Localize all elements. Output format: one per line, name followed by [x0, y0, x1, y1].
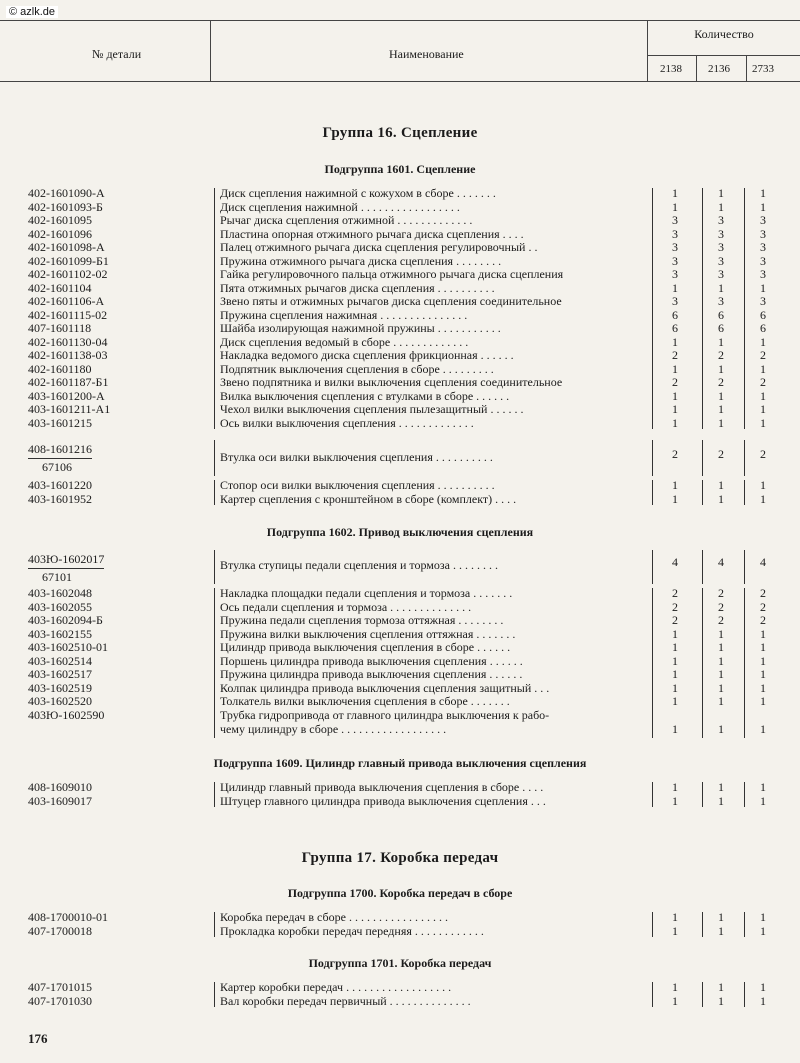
part-number: 403-1609017 — [28, 793, 92, 808]
part-number: 403Ю-1602590 — [28, 707, 105, 722]
qty-2136: 1 — [718, 491, 724, 506]
column-rule — [652, 188, 653, 429]
part-name: Рычаг диска сцепления отжимной . . . . . . . . . . . . . — [220, 213, 473, 227]
part-number: 403-1602055 — [28, 599, 92, 614]
qty-2136: 2 — [718, 375, 724, 389]
column-rule — [214, 480, 215, 505]
column-rule — [652, 480, 653, 505]
part-name: Пружина педали сцепления тормоза оттяжная . . . . . . . . — [220, 613, 504, 627]
column-rule — [652, 588, 653, 738]
qty-2733: 3 — [760, 253, 766, 268]
header-col-2136: 2136 — [708, 63, 730, 75]
part-number: 407-1601118 — [28, 321, 92, 335]
header-name — [211, 21, 648, 81]
qty-2733: 3 — [760, 213, 766, 227]
column-rule — [652, 912, 653, 937]
qty-2138: 2 — [672, 348, 678, 362]
part-name: Картер сцепления с кронштейном в сборе (комплект) . . . . — [220, 491, 517, 506]
qty-2136: 4 — [718, 555, 724, 569]
column-rule — [652, 782, 653, 807]
qty-2733: 6 — [760, 321, 766, 335]
qty-2733: 1 — [760, 721, 766, 736]
qty-2733: 2 — [760, 375, 766, 389]
qty-2136: 1 — [718, 415, 724, 430]
part-name: Трубка гидропривода от главного цилиндра выключения к рабо- — [220, 707, 550, 722]
qty-2733: 1 — [760, 653, 766, 668]
qty-2136: 1 — [718, 199, 724, 214]
part-name: Втулка ступицы педали сцепления и тормоза . . . . . . . . — [220, 558, 498, 572]
qty-2733: 3 — [760, 294, 766, 308]
column-rule — [744, 188, 745, 429]
part-number: 408-1609010 — [28, 780, 92, 794]
qty-2138: 1 — [672, 694, 678, 708]
part-name: Диск сцепления нажимной . . . . . . . . . . . . . . . . . — [220, 199, 460, 214]
qty-2733: 1 — [760, 680, 766, 695]
part-number: 403Ю-1602017 — [28, 552, 104, 569]
part-number: 402-1601098-А — [28, 240, 105, 254]
qty-2733: 1 — [760, 993, 766, 1008]
qty-2733: 6 — [760, 307, 766, 322]
column-rule — [214, 982, 215, 1007]
part-number: 403-1602520 — [28, 694, 92, 708]
qty-2733: 1 — [760, 334, 766, 349]
part-number: 408-1601216 — [28, 442, 92, 459]
qty-2136: 1 — [718, 694, 724, 708]
qty-2733: 1 — [760, 793, 766, 808]
qty-2136: 3 — [718, 253, 724, 268]
header-col-2138: 2138 — [660, 63, 682, 75]
qty-2136: 1 — [718, 667, 724, 681]
page-number: 176 — [28, 1031, 48, 1046]
part-number: 407-1701030 — [28, 993, 92, 1008]
part-number: 402-1601096 — [28, 226, 92, 241]
qty-2138: 1 — [672, 491, 678, 506]
header-divider — [648, 55, 800, 56]
column-rule — [744, 912, 745, 937]
qty-2136: 1 — [718, 721, 724, 736]
part-number: 407-1700018 — [28, 923, 92, 938]
qty-2136: 2 — [718, 447, 724, 461]
qty-2138: 1 — [672, 388, 678, 403]
part-name: Гайка регулировочного пальца отжимного рычага диска сцепления — [220, 267, 564, 281]
part-number: 403-1601220 — [28, 478, 92, 492]
part-number: 403-1601211-А1 — [28, 402, 111, 416]
subgroup-title: Подгруппа 1700. Коробка передач в сборе — [287, 886, 513, 900]
part-name: Коробка передач в сборе . . . . . . . . . . . . . . . . . — [220, 910, 448, 924]
qty-2138: 1 — [672, 626, 678, 641]
qty-2138: 2 — [672, 447, 678, 461]
column-rule — [702, 982, 703, 1007]
qty-2136: 3 — [718, 240, 724, 254]
part-number: 402-1601102-02 — [28, 267, 108, 281]
part-number: 402-1601138-03 — [28, 348, 108, 362]
part-name: Диск сцепления нажимной с кожухом в сборе . . . . . . . — [220, 186, 496, 200]
part-name: Пружина сцепления нажимная . . . . . . . . . . . . . . . — [220, 307, 468, 322]
part-number: 407-1701015 — [28, 980, 92, 994]
qty-2138: 4 — [672, 555, 678, 569]
part-name: Цилиндр главный привода выключения сцепления в сборе . . . . — [220, 780, 544, 794]
qty-2733: 3 — [760, 267, 766, 281]
part-number-denominator: 67106 — [42, 460, 72, 474]
header-part-label: № детали — [92, 47, 142, 61]
qty-2733: 1 — [760, 667, 766, 681]
column-rule — [652, 440, 653, 476]
column-rule — [214, 588, 215, 738]
qty-2136: 1 — [718, 793, 724, 808]
part-name: Накладка ведомого диска сцепления фрикционная . . . . . . — [220, 348, 514, 362]
qty-2136: 1 — [718, 993, 724, 1008]
column-rule — [702, 480, 703, 505]
qty-2136: 2 — [718, 586, 724, 600]
column-rule — [214, 440, 215, 476]
qty-2733: 1 — [760, 478, 766, 492]
column-rule — [214, 188, 215, 429]
column-rule — [702, 782, 703, 807]
qty-2733: 4 — [760, 555, 766, 569]
qty-2136: 3 — [718, 226, 724, 241]
part-number: 402-1601090-А — [28, 186, 105, 200]
qty-2136: 1 — [718, 653, 724, 668]
part-number: 402-1601093-Б — [28, 199, 103, 214]
header-name-label: Наименование — [389, 47, 464, 61]
part-name: Прокладка коробки передач передняя . . . . . . . . . . . . — [220, 923, 484, 938]
part-name: Звено подпятника и вилки выключения сцепления соединительное — [220, 375, 563, 389]
qty-2138: 3 — [672, 267, 678, 281]
part-number: 402-1601106-А — [28, 294, 105, 308]
part-name: Пружина цилиндра привода выключения сцепления . . . . . . — [220, 667, 523, 681]
qty-2733: 1 — [760, 626, 766, 641]
part-number: 402-1601095 — [28, 213, 92, 227]
part-name: Накладка площадки педали сцепления и тормоза . . . . . . . — [220, 586, 513, 600]
part-name: Пружина вилки выключения сцепления оттяжная . . . . . . . — [220, 626, 516, 641]
column-rule — [702, 550, 703, 584]
qty-2136: 6 — [718, 321, 724, 335]
part-number: 402-1601180 — [28, 361, 92, 376]
qty-2733: 2 — [760, 599, 766, 614]
part-number: 403-1602155 — [28, 626, 92, 641]
qty-2138: 1 — [672, 793, 678, 808]
column-rule — [744, 480, 745, 505]
part-name: Шайба изолирующая нажимной пружины . . . . . . . . . . . — [220, 321, 501, 335]
part-number-denominator: 67101 — [42, 570, 72, 584]
qty-2138: 1 — [672, 361, 678, 376]
qty-2733: 3 — [760, 226, 766, 241]
qty-2733: 3 — [760, 240, 766, 254]
qty-2138: 2 — [672, 375, 678, 389]
qty-2138: 1 — [672, 199, 678, 214]
part-number: 403-1601200-А — [28, 388, 105, 403]
qty-2136: 1 — [718, 361, 724, 376]
column-rule — [744, 550, 745, 584]
part-number: 402-1601130-04 — [28, 334, 108, 349]
part-number: 408-1700010-01 — [28, 910, 108, 924]
qty-2138: 1 — [672, 910, 678, 924]
qty-2733: 2 — [760, 586, 766, 600]
part-number: 403-1602510-01 — [28, 640, 108, 654]
part-number: 403-1601952 — [28, 491, 92, 506]
column-rule — [214, 782, 215, 807]
qty-2138: 2 — [672, 613, 678, 627]
qty-2733: 1 — [760, 361, 766, 376]
qty-2138: 3 — [672, 226, 678, 241]
column-rule — [702, 588, 703, 738]
qty-2136: 6 — [718, 307, 724, 322]
part-number: 402-1601099-Б1 — [28, 253, 109, 268]
qty-2733: 1 — [760, 910, 766, 924]
qty-2136: 1 — [718, 910, 724, 924]
part-name: Втулка оси вилки выключения сцепления . . . . . . . . . . — [220, 450, 493, 464]
qty-2733: 1 — [760, 780, 766, 794]
column-rule — [702, 912, 703, 937]
qty-2138: 1 — [672, 923, 678, 938]
qty-2138: 1 — [672, 980, 678, 994]
part-name: Картер коробки передач . . . . . . . . . . . . . . . . . . — [220, 980, 452, 994]
qty-2138: 3 — [672, 240, 678, 254]
qty-2138: 3 — [672, 294, 678, 308]
header-quantity — [648, 21, 800, 81]
qty-2136: 1 — [718, 280, 724, 295]
column-rule — [702, 440, 703, 476]
part-name: Звено пяты и отжимных рычагов диска сцепления соединительное — [220, 294, 562, 308]
qty-2733: 1 — [760, 923, 766, 938]
qty-2136: 3 — [718, 294, 724, 308]
qty-2733: 1 — [760, 388, 766, 403]
qty-2138: 2 — [672, 586, 678, 600]
qty-2136: 1 — [718, 478, 724, 492]
part-name: Штуцер главного цилиндра привода выключения сцепления . . . — [220, 793, 546, 808]
qty-2733: 2 — [760, 348, 766, 362]
part-name: Ось вилки выключения сцепления . . . . . . . . . . . . . — [220, 415, 474, 430]
part-name: Пластина опорная отжимного рычага диска сцепления . . . . — [220, 226, 524, 241]
column-rule — [744, 982, 745, 1007]
subgroup-title: Подгруппа 1602. Привод выключения сцепления — [266, 525, 534, 539]
part-name: Поршень цилиндра привода выключения сцепления . . . . . . — [220, 653, 523, 668]
qty-2136: 3 — [718, 213, 724, 227]
watermark-label: © azlk.de — [6, 6, 58, 18]
qty-2733: 1 — [760, 640, 766, 654]
column-rule — [744, 440, 745, 476]
part-name: Стопор оси вилки выключения сцепления . . . . . . . . . . — [220, 478, 495, 492]
qty-2138: 6 — [672, 307, 678, 322]
qty-2136: 1 — [718, 626, 724, 641]
qty-2138: 1 — [672, 415, 678, 430]
qty-2733: 1 — [760, 186, 766, 200]
column-rule — [744, 782, 745, 807]
qty-2138: 1 — [672, 993, 678, 1008]
qty-2138: 6 — [672, 321, 678, 335]
qty-2138: 1 — [672, 280, 678, 295]
column-rule — [214, 550, 215, 584]
column-rule — [652, 550, 653, 584]
part-number: 402-1601187-Б1 — [28, 375, 109, 389]
part-number: 403-1602048 — [28, 586, 92, 600]
qty-2733: 2 — [760, 447, 766, 461]
qty-2136: 3 — [718, 267, 724, 281]
table-header — [0, 20, 800, 82]
part-name: Цилиндр привода выключения сцепления в сборе . . . . . . — [220, 640, 511, 654]
part-name: Ось педали сцепления и тормоза . . . . . . . . . . . . . . — [220, 599, 472, 614]
qty-2136: 1 — [718, 923, 724, 938]
qty-2733: 1 — [760, 415, 766, 430]
qty-2138: 1 — [672, 186, 678, 200]
subgroup-title: Подгруппа 1601. Сцепление — [324, 162, 476, 176]
part-name: Палец отжимного рычага диска сцепления регулировочный . . — [220, 240, 538, 254]
part-name: Пружина отжимного рычага диска сцепления . . . . . . . . — [220, 253, 502, 268]
qty-2136: 2 — [718, 348, 724, 362]
part-name: Толкатель вилки выключения сцепления в сборе . . . . . . . — [220, 694, 510, 708]
group-title: Группа 17. Коробка передач — [301, 850, 499, 866]
column-rule — [702, 188, 703, 429]
qty-2138: 1 — [672, 667, 678, 681]
group-title: Группа 16. Сцепление — [322, 125, 478, 141]
qty-2136: 1 — [718, 388, 724, 403]
part-number: 403-1602094-Б — [28, 613, 103, 627]
column-rule — [744, 588, 745, 738]
header-quantity-label: Количество — [694, 27, 754, 41]
qty-2138: 3 — [672, 213, 678, 227]
qty-2138: 1 — [672, 680, 678, 695]
column-rule — [652, 982, 653, 1007]
part-number: 402-1601104 — [28, 280, 92, 295]
part-number: 402-1601115-02 — [28, 307, 108, 322]
qty-2733: 1 — [760, 694, 766, 708]
qty-2733: 1 — [760, 491, 766, 506]
part-name-continued: чему цилиндру в сборе . . . . . . . . . . . . . . . . . . — [220, 721, 447, 736]
qty-2733: 1 — [760, 980, 766, 994]
part-name: Вал коробки передач первичный . . . . . . . . . . . . . . — [220, 993, 471, 1008]
qty-2136: 1 — [718, 186, 724, 200]
part-name: Чехол вилки выключения сцепления пылезащитный . . . . . . — [220, 402, 524, 416]
qty-2138: 1 — [672, 721, 678, 736]
part-number: 403-1602517 — [28, 667, 92, 681]
subgroup-title: Подгруппа 1701. Коробка передач — [308, 956, 492, 970]
header-col-2733: 2733 — [752, 63, 774, 75]
part-number: 403-1602514 — [28, 653, 92, 668]
part-name: Диск сцепления ведомый в сборе . . . . . . . . . . . . . — [220, 334, 469, 349]
column-rule — [214, 912, 215, 937]
header-col-separator — [696, 55, 697, 81]
part-number: 403-1601215 — [28, 415, 92, 430]
qty-2136: 2 — [718, 599, 724, 614]
qty-2136: 2 — [718, 613, 724, 627]
header-col-separator — [746, 55, 747, 81]
qty-2138: 1 — [672, 780, 678, 794]
qty-2733: 1 — [760, 402, 766, 416]
qty-2138: 1 — [672, 640, 678, 654]
qty-2733: 1 — [760, 199, 766, 214]
part-name: Колпак цилиндра привода выключения сцепления защитный . . . — [220, 680, 550, 695]
part-name: Подпятник выключения сцепления в сборе . . . . . . . . . — [220, 361, 494, 376]
qty-2138: 3 — [672, 253, 678, 268]
qty-2733: 1 — [760, 280, 766, 295]
qty-2136: 1 — [718, 334, 724, 349]
qty-2136: 1 — [718, 980, 724, 994]
qty-2136: 1 — [718, 780, 724, 794]
qty-2138: 1 — [672, 653, 678, 668]
qty-2138: 2 — [672, 599, 678, 614]
qty-2138: 1 — [672, 402, 678, 416]
qty-2138: 1 — [672, 478, 678, 492]
part-name: Вилка выключения сцепления с втулками в сборе . . . . . . — [220, 388, 510, 403]
part-number: 403-1602519 — [28, 680, 92, 695]
qty-2138: 1 — [672, 334, 678, 349]
qty-2136: 1 — [718, 402, 724, 416]
qty-2136: 1 — [718, 680, 724, 695]
header-part-number — [0, 21, 211, 81]
part-name: Пята отжимных рычагов диска сцепления . . . . . . . . . . — [220, 280, 495, 295]
qty-2136: 1 — [718, 640, 724, 654]
subgroup-title: Подгруппа 1609. Цилиндр главный привода выключения сцепления — [213, 756, 587, 770]
qty-2733: 2 — [760, 613, 766, 627]
